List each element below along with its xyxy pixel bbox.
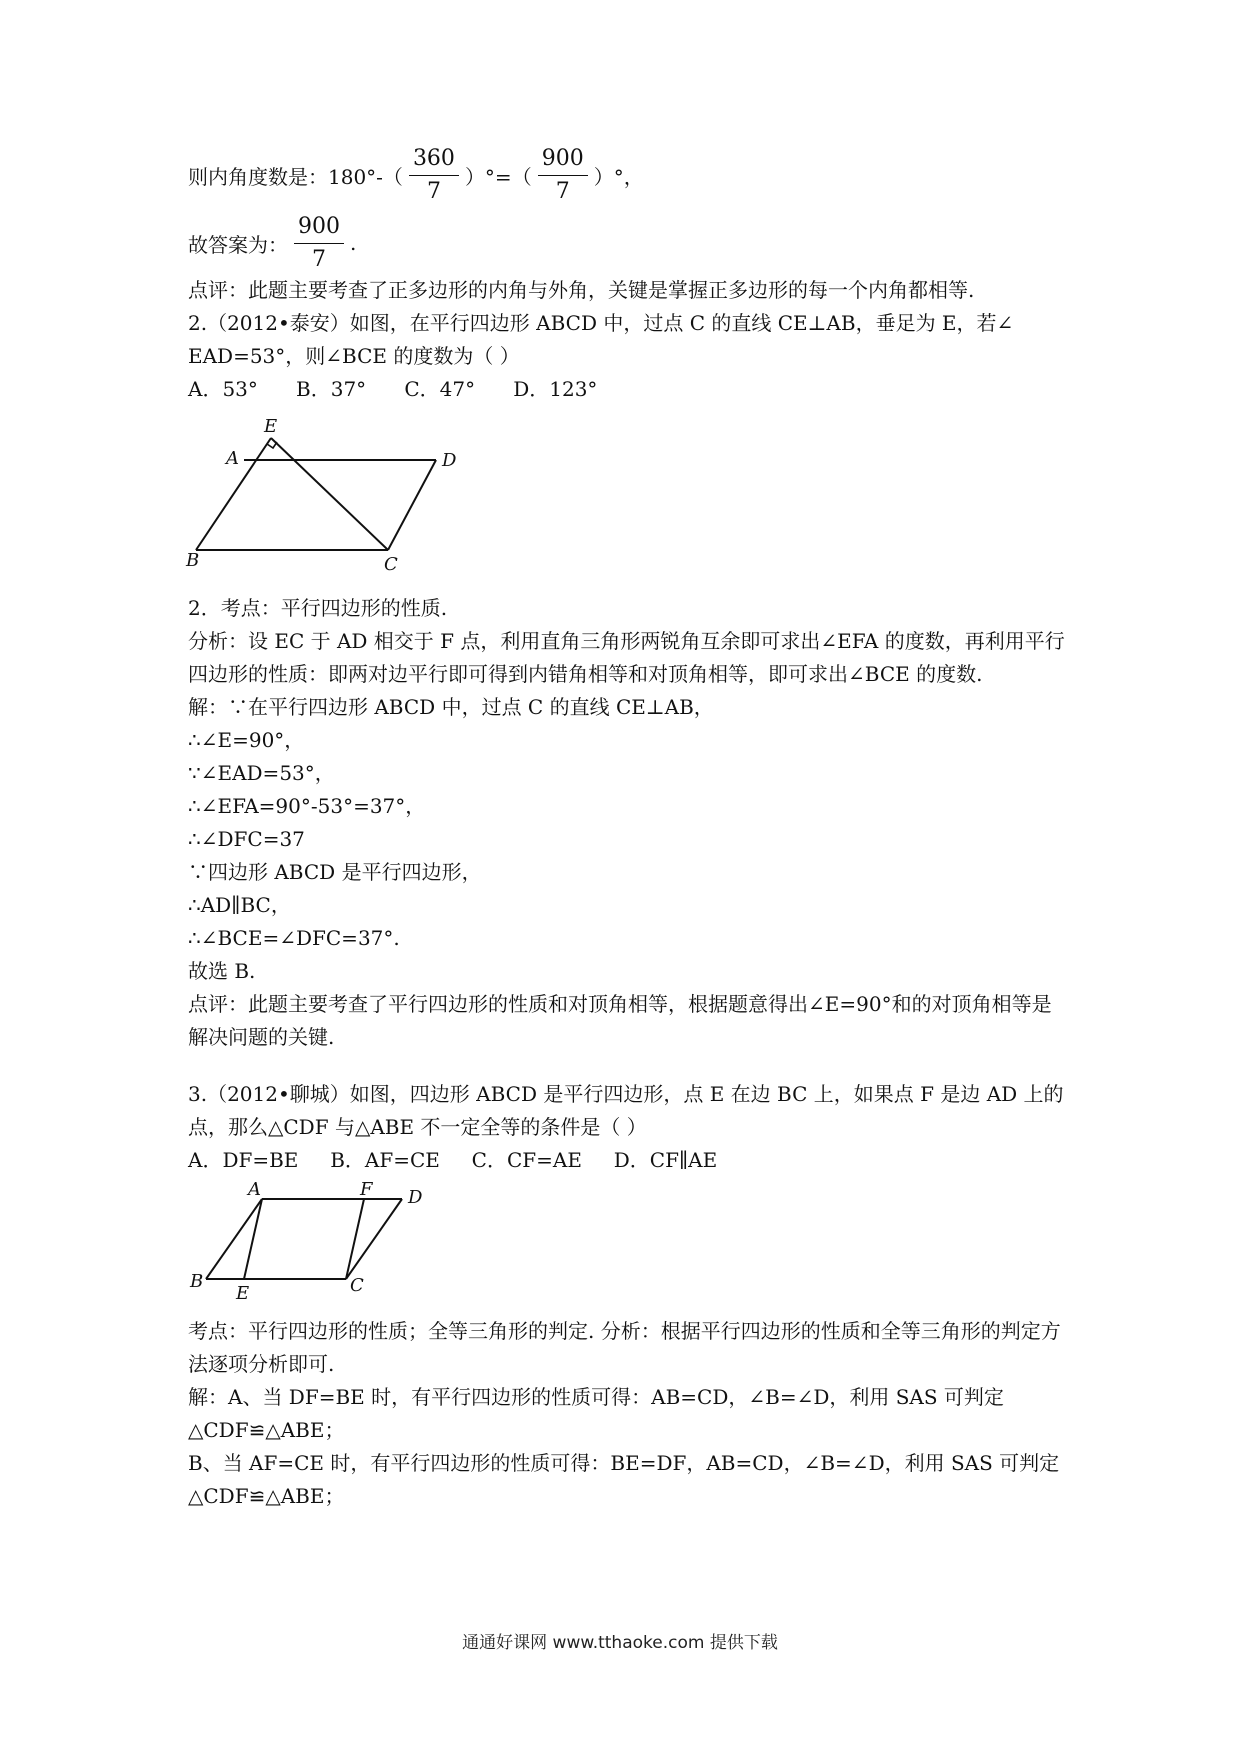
answer-suffix: . <box>350 231 357 255</box>
formula-prefix: 则内角度数是：180°-（ <box>188 164 403 189</box>
fraction-numerator: 900 <box>538 146 588 176</box>
fraction-360-7 <box>409 146 459 205</box>
fraction-900-7 <box>538 146 588 205</box>
label-b: B <box>186 550 200 571</box>
sol2-step: ∵四边形 ABCD 是平行四边形， <box>188 860 482 884</box>
parallelogram-perpendicular-diagram <box>188 410 508 578</box>
answer-fraction <box>294 214 344 273</box>
q3-figure <box>188 1181 1068 1305</box>
answer-line <box>188 212 1068 274</box>
sol2-step: ∴∠E=90°， <box>188 728 305 752</box>
q3-options: A．DF=BE B．AF=CE C．CF=AE D．CF∥AE <box>188 1148 718 1172</box>
sol3-option-b: B、当 AF=CE 时，有平行四边形的性质可得：BE=DF，AB=CD，∠B=∠D，利用 SAS 可判定△CDF≌△ABE； <box>188 1451 1060 1508</box>
fraction-denominator: 7 <box>555 178 570 204</box>
sol2-step: ∴AD∥BC， <box>188 893 291 917</box>
q2-options: A．53° B．37° C．47° D．123° <box>188 377 598 401</box>
fraction-denominator: 7 <box>312 246 326 272</box>
answer-prefix: 故答案为： <box>188 232 288 257</box>
interior-angle-formula <box>188 140 1068 210</box>
sol2-choice: 故选 B. <box>188 959 256 983</box>
segment-ec <box>271 438 388 550</box>
sol2-kaodian: 2．考点：平行四边形的性质. <box>188 596 448 620</box>
q3-stem: 3.（2012•聊城）如图，四边形 ABCD 是平行四边形，点 E 在边 BC 上，如果点 F 是边 AD 上的点，那么△CDF 与△ABE 不一定全等的条件是（ ） <box>188 1082 1064 1139</box>
label-c: C <box>384 554 398 575</box>
sol2-step: 解：∵在平行四边形 ABCD 中，过点 C 的直线 CE⊥AB， <box>188 695 714 719</box>
page-content <box>188 140 1068 1513</box>
review-2: 点评：此题主要考查了平行四边形的性质和对顶角相等，根据题意得出∠E=90°和的对顶角相等是解决问题的关键. <box>188 992 1052 1049</box>
fraction-numerator: 900 <box>294 214 344 244</box>
review-1: 点评：此题主要考查了正多边形的内角与外角，关键是掌握正多边形的每一个内角都相等. <box>188 278 975 302</box>
sol3-option-a: 解：A、当 DF=BE 时，有平行四边形的性质可得：AB=CD，∠B=∠D，利用 SAS 可判定△CDF≌△ABE； <box>188 1385 1004 1442</box>
q2-stem-line2: EAD=53°，则∠BCE 的度数为（ ） <box>188 344 520 368</box>
label-f: F <box>360 1179 373 1200</box>
segment-dc <box>388 460 436 550</box>
sol3-kaodian: 考点：平行四边形的性质；全等三角形的判定. 分析：根据平行四边形的性质和全等三角形的判定方法逐项分析即可. <box>188 1319 1061 1376</box>
label-a: A <box>226 448 239 469</box>
sol2-step: ∴∠DFC=37 <box>188 827 305 851</box>
formula-suffix: ）°， <box>593 164 644 189</box>
label-b: B <box>190 1271 204 1292</box>
sol2-analysis: 分析：设 EC 于 AD 相交于 F 点，利用直角三角形两锐角互余即可求出∠EFA 的度数，再利用平行四边形的性质：即两对边平行即可得到内错角相等和对顶角相等，即可求出∠BCE 的度数. <box>188 629 1065 686</box>
sol2-step: ∴∠EFA=90°-53°=37°， <box>188 794 426 818</box>
sol2-step: ∵∠EAD=53°， <box>188 761 335 785</box>
q2-figure <box>188 410 1068 582</box>
fraction-denominator: 7 <box>426 178 441 204</box>
label-d: D <box>442 450 457 471</box>
label-a: A <box>248 1179 261 1200</box>
label-c: C <box>350 1275 364 1296</box>
parallelogram-diagram <box>188 1179 448 1304</box>
label-d: D <box>408 1187 423 1208</box>
sol2-step: ∴∠BCE=∠DFC=37°. <box>188 926 400 950</box>
page-footer: 通通好课网 www.tthaoke.com 提供下载 <box>462 1633 778 1653</box>
spacer <box>188 1054 1068 1078</box>
label-e: E <box>264 416 278 437</box>
label-e: E <box>236 1283 250 1304</box>
q2-stem-line1: 2.（2012•泰安）如图，在平行四边形 ABCD 中，过点 C 的直线 CE⊥AB，垂足为 E，若∠ <box>188 311 1014 335</box>
fraction-numerator: 360 <box>409 146 459 176</box>
formula-middle: ）°=（ <box>464 164 532 189</box>
